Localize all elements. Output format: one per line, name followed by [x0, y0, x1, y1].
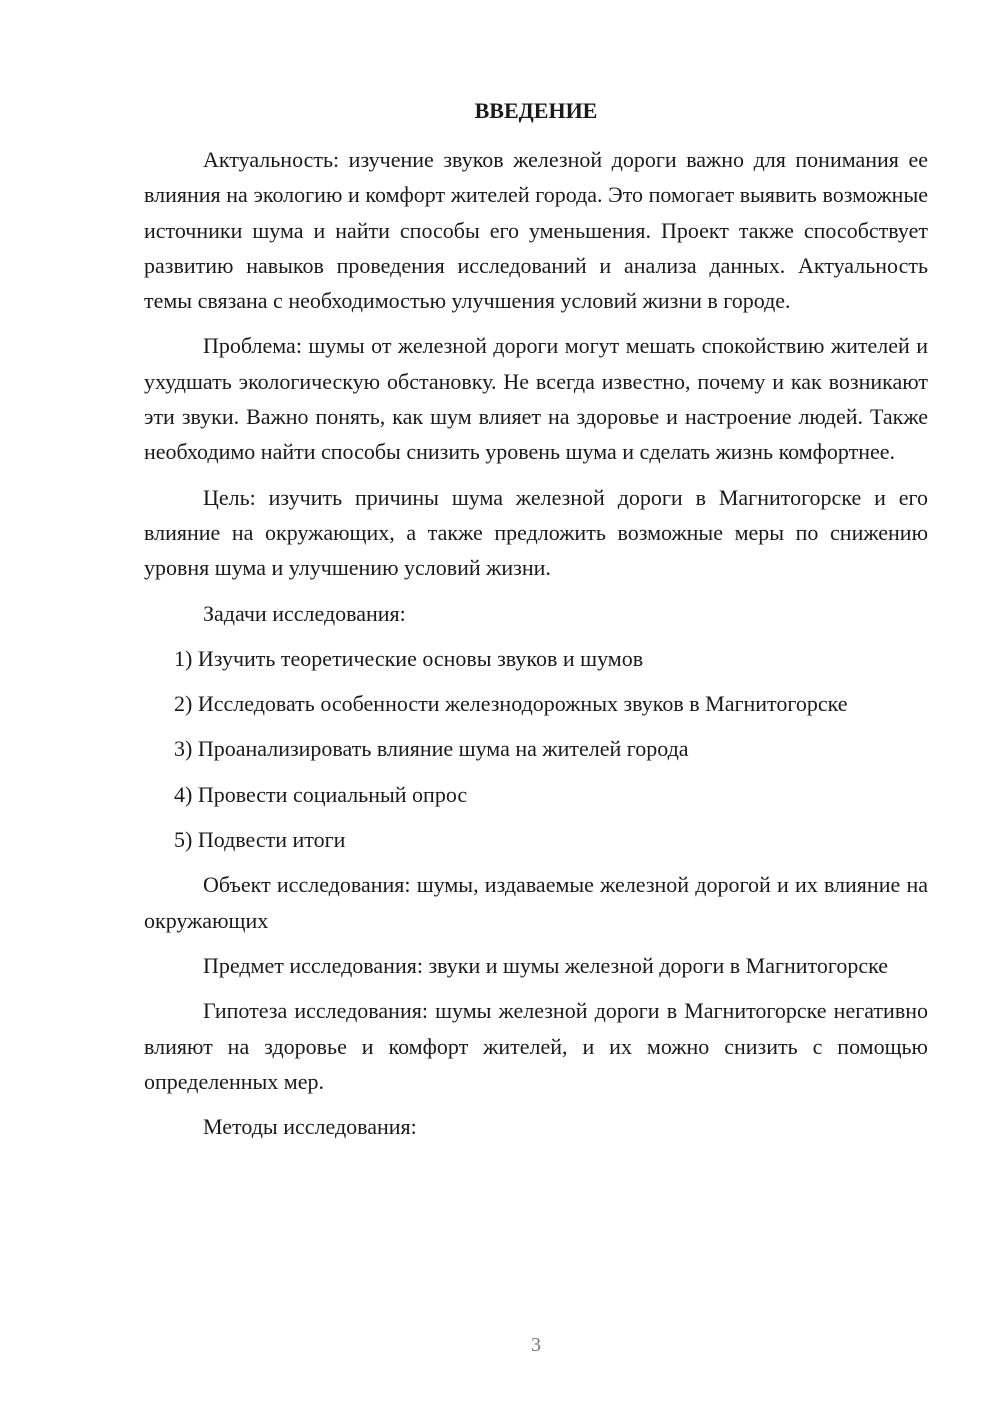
paragraph-relevance: Актуальность: изучение звуков железной дороги важно для понимания ее влияния на экологию и комфорт жителей города. Это помогает выявить возможные источники шума и найти способы его уменьшения. Проект также способствует развитию навыков проведения исследований и анализа данных. Актуальность темы связана с необходимостью улучшения условий жизни в городе. [144, 147, 928, 314]
paragraph-tasks-heading: Задачи исследования: [203, 600, 406, 626]
task-list-item: 4) Провести социальный опрос [174, 781, 468, 807]
page-number: 3 [531, 1334, 541, 1356]
page-title: ВВЕДЕНИЕ [474, 98, 598, 123]
paragraph-goal: Цель: изучить причины шума железной дороги в Магнитогорске и его влияние на окружающих, а также предложить возможные меры по снижению уровня шума и улучшению условий жизни. [144, 484, 928, 581]
paragraph-hypothesis: Гипотеза исследования: шумы железной дороги в Магнитогорске негативно влияют на здоровье и комфорт жителей, и их можно снизить с помощью определенных мер. [144, 998, 928, 1094]
task-list-item: 2) Исследовать особенности железнодорожных звуков в Магнитогорске [174, 691, 848, 717]
paragraph-problem: Проблема: шумы от железной дороги могут мешать спокойствию жителей и ухудшать экологическую обстановку. Не всегда известно, почему и как возникают эти звуки. Важно понять, как шум влияет на здоровье и настроение людей. Также необходимо найти способы снизить уровень шума и сделать жизнь комфортнее. [144, 333, 928, 465]
paragraph-methods: Методы исследования: [203, 1114, 417, 1140]
task-list-item: 1) Изучить теоретические основы звуков и шумов [174, 645, 644, 671]
task-list-item: 3) Проанализировать влияние шума на жителей города [174, 736, 689, 762]
paragraph-object: Объект исследования: шумы, издаваемые железной дорогой и их влияние на окружающих [144, 872, 928, 933]
task-list-item: 5) Подвести итоги [174, 827, 346, 853]
document-body [144, 142, 928, 1154]
paragraph-subject: Предмет исследования: звуки и шумы железной дороги в Магнитогорске [203, 952, 889, 978]
